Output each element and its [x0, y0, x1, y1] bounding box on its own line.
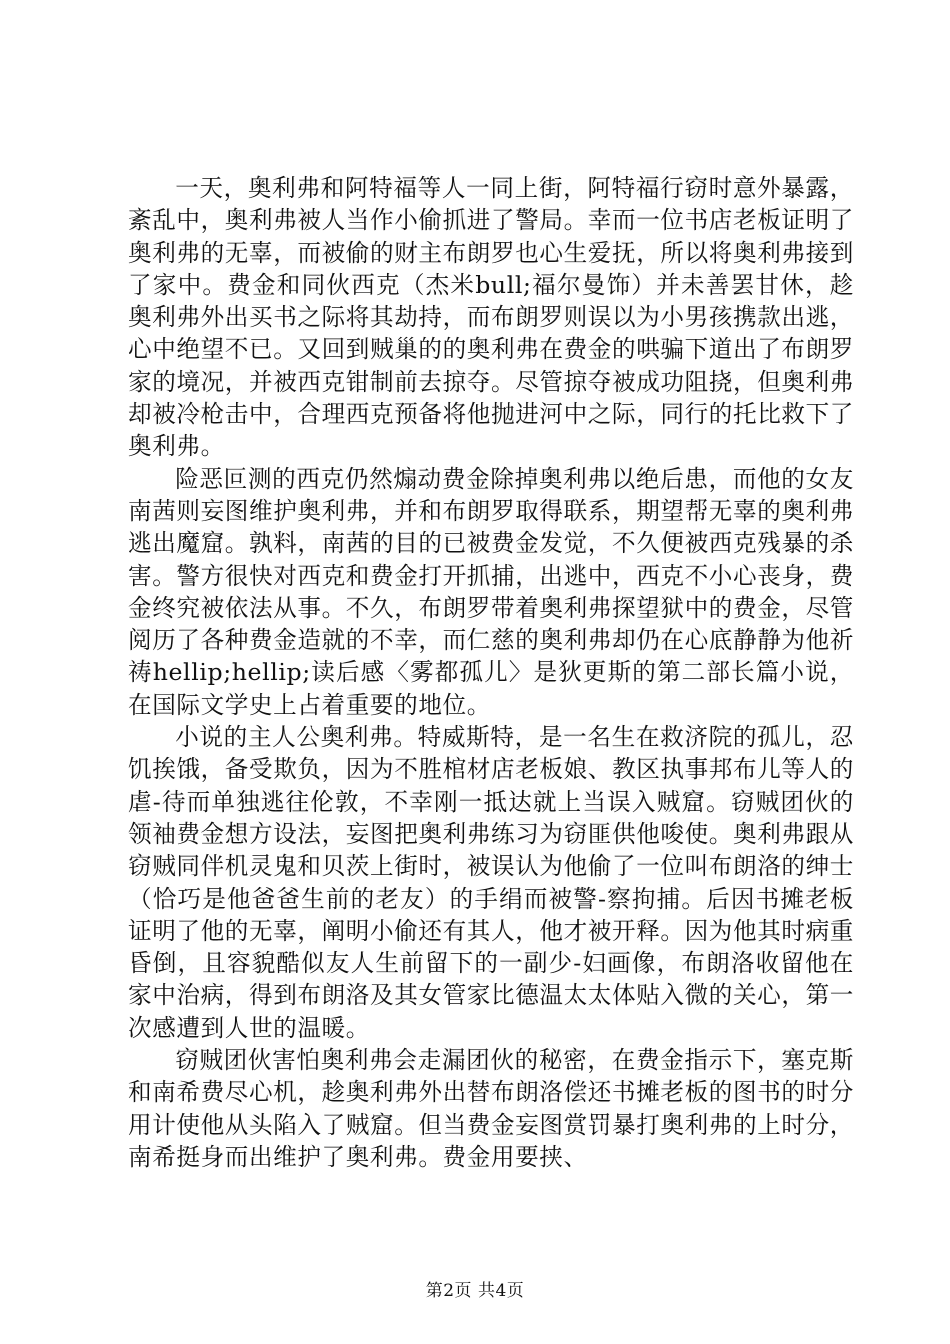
paragraph-3: 小说的主人公奥利弗。特威斯特，是一名生在救济院的孤儿，忍饥挨饿，备受欺负，因为不胜棺材店老板娘、教区执事邦布儿等人的虐-待而单独逃往伦敦，不幸刚一抵达就上当误入贼窟。窃贼团伙的领袖费金想方设法，妄图把奥利弗练习为窃匪供他唆使。奥利弗跟从窃贼同伴机灵鬼和贝茨上街时，被误认为他偷了一位叫布朗洛的绅士（恰巧是他爸爸生前的老友）的手绢而被警-察拘捕。后因书摊老板证明了他的无辜，阐明小偷还有其人，他才被开释。因为他其时病重昏倒，且容貌酷似友人生前留下的一副少-妇画像，布朗洛收留他在家中治病，得到布朗洛及其女管家比德温太太体贴入微的关心，第一次感遭到人世的温暖。	[128, 723, 854, 1042]
paragraph-1: 一天，奥利弗和阿特福等人一同上街，阿特福行窃时意外暴露，紊乱中，奥利弗被人当作小偷抓进了警局。幸而一位书店老板证明了奥利弗的无辜，而被偷的财主布朗罗也心生爱抚，所以将奥利弗接到了家中。费金和同伙西克（杰米bull;福尔曼饰）并未善罢甘休，趁奥利弗外出买书之际将其劫持，而布朗罗则误以为小男孩携款出逃，心中绝望不已。又回到贼巢的的奥利弗在费金的哄骗下道出了布朗罗家的境况，并被西克钳制前去掠夺。尽管掠夺被成功阻挠，但奥利弗却被冷枪击中，合理西克预备将他抛进河中之际，同行的托比救下了奥利弗。	[128, 174, 854, 461]
paragraph-4: 窃贼团伙害怕奥利弗会走漏团伙的秘密，在费金指示下，塞克斯和南希费尽心机，趁奥利弗外出替布朗洛偿还书摊老板的图书的时分用计使他从头陷入了贼窟。但当费金妄图赏罚暴打奥利弗的上时分，南希挺身而出维护了奥利弗。费金用要挟、	[128, 1046, 854, 1171]
paragraph-2: 险恶叵测的西克仍然煽动费金除掉奥利弗以绝后患，而他的女友南茜则妄图维护奥利弗，并和布朗罗取得联系，期望帮无辜的奥利弗逃出魔窟。孰料，南茜的目的已被费金发觉，不久便被西克残暴的杀害。警方很快对西克和费金打开抓捕，出逃中，西克不小心丧身，费金终究被依法从事。不久，布朗罗带着奥利弗探望狱中的费金，尽管阅历了各种费金造就的不幸，而仁慈的奥利弗却仍在心底静静为他祈祷hellip;hellip;读后感〈雾都孤儿〉是狄更斯的第二部长篇小说，在国际文学史上占着重要的地位。	[128, 464, 854, 719]
document-body	[128, 172, 854, 1173]
page-number-footer: 第2页 共4页	[425, 1281, 525, 1301]
